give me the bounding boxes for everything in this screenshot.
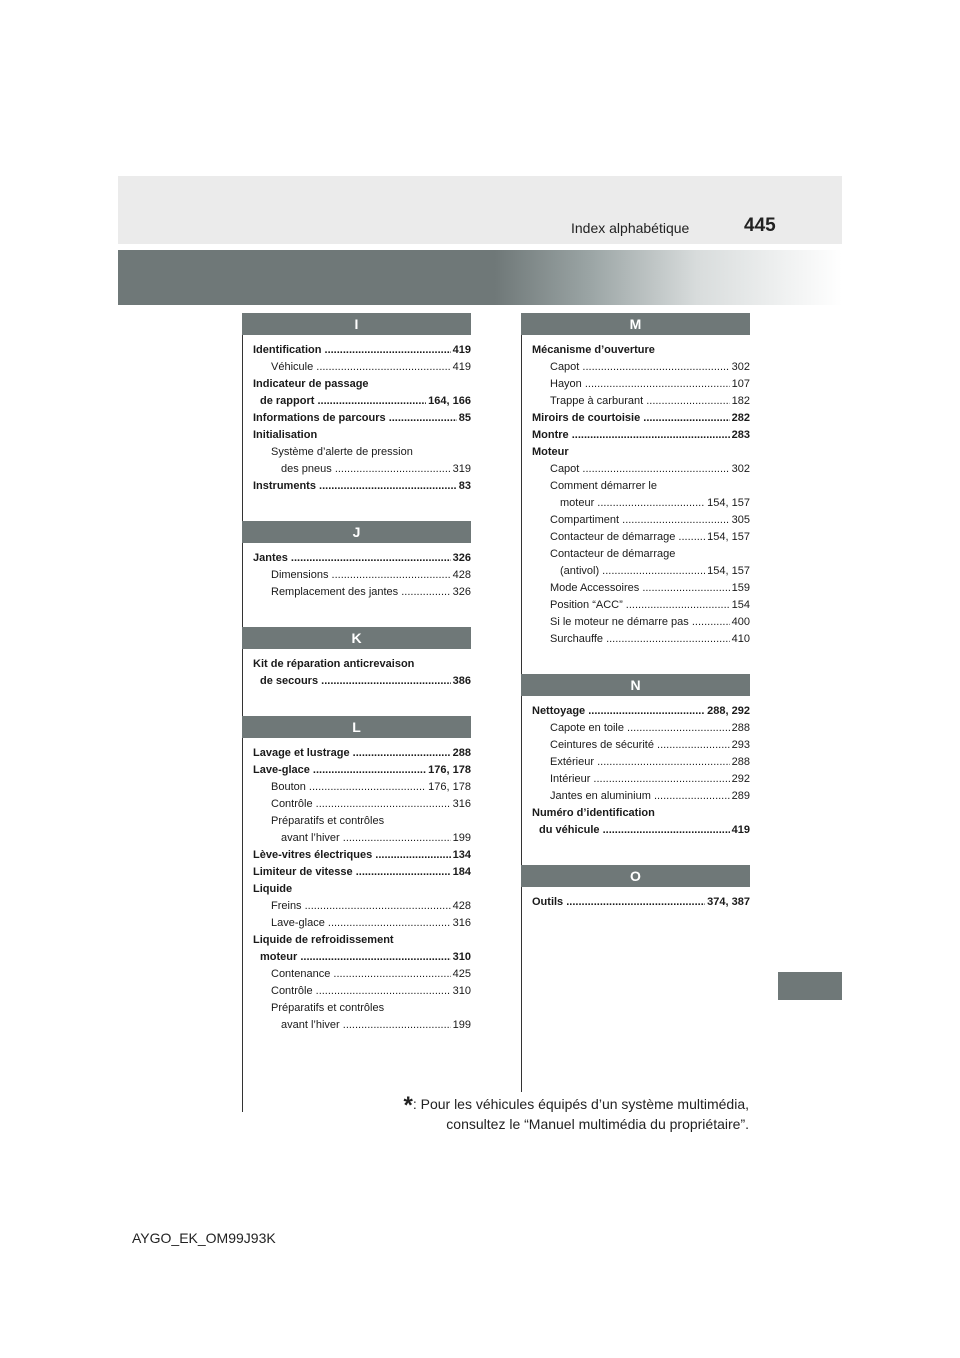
index-entry: Capot ..... 302 (532, 461, 750, 478)
index-label: Initialisation (253, 429, 318, 441)
index-entry: Intérieur ..... 292 (532, 771, 750, 788)
index-entry: des pneus ..... 319 (253, 461, 471, 478)
index-entry: Dimensions ..... 428 (253, 567, 471, 584)
index-entry: Jantes en aluminium ..... 289 (532, 788, 750, 805)
index-entry: Compartiment ..... 305 (532, 512, 750, 529)
letter-header-j: J (242, 521, 471, 543)
index-label: Préparatifs et contrôles (271, 815, 385, 827)
footnote (403, 1092, 749, 1133)
index-entry: Bouton ..... 176, 178 (253, 779, 471, 796)
index-entry: Freins ..... 428 (253, 898, 471, 915)
index-entry: de secours ..... 386 (253, 673, 471, 690)
index-label: Préparatifs et contrôles (271, 1002, 385, 1014)
index-entry: du véhicule ..... 419 (532, 822, 750, 839)
index-entry: Ceintures de sécurité ..... 293 (532, 737, 750, 754)
index-entry: Contrôle ..... 316 (253, 796, 471, 813)
index-entry: moteur ..... 310 (253, 949, 471, 966)
index-label: Moteur (532, 446, 569, 458)
index-label: Système d’alerte de pression (271, 446, 413, 458)
index-label: Kit de réparation anticrevaison (253, 658, 415, 670)
letter-header-m: M (521, 313, 750, 335)
index-label: Comment démarrer le (550, 480, 657, 492)
index-entry: Capote en toile ..... 288 (532, 720, 750, 737)
index-entry: Contacteur de démarrage ..... 154, 157 (532, 529, 750, 546)
footnote-line: consultez le “Manuel multimédia du propriétaire”. (446, 1116, 749, 1132)
index-label: Numéro d’identification (532, 807, 655, 819)
index-entry: avant l’hiver ..... 199 (253, 1017, 471, 1034)
index-label: Contacteur de démarrage (550, 548, 676, 560)
index-label: Liquide (253, 883, 293, 895)
index-column-left (253, 313, 471, 1034)
index-entry: Trappe à carburant ..... 182 (532, 393, 750, 410)
index-entry: (antivol) ..... 154, 157 (532, 563, 750, 580)
index-entry: Instruments ..... 83 (253, 478, 471, 495)
letter-header-i: I (242, 313, 471, 335)
chapter-tab (778, 972, 842, 1000)
footnote-line: : Pour les véhicules équipés d’un système multimédia, (412, 1096, 749, 1112)
index-entry: Outils ..... 374, 387 (532, 894, 750, 911)
footnote-asterisk: * (403, 1092, 413, 1119)
index-entry: moteur ..... 154, 157 (532, 495, 750, 512)
index-entry: Montre ..... 283 (532, 427, 750, 444)
index-entry: avant l’hiver ..... 199 (253, 830, 471, 847)
index-entry: Nettoyage ..... 288, 292 (532, 703, 750, 720)
letter-header-n: N (521, 674, 750, 696)
index-entry: Hayon ..... 107 (532, 376, 750, 393)
index-entry: de rapport ..... 164, 166 (253, 393, 471, 410)
index-entry: Lavage et lustrage ..... 288 (253, 745, 471, 762)
index-entry: Extérieur ..... 288 (532, 754, 750, 771)
index-label: Indicateur de passage (253, 378, 369, 390)
index-label: Mécanisme d’ouverture (532, 344, 655, 356)
index-entry: Remplacement des jantes ..... 326 (253, 584, 471, 601)
letter-header-k: K (242, 627, 471, 649)
page-title: Index alphabétique (571, 220, 690, 236)
index-label: Liquide de refroidissement (253, 934, 394, 946)
index-entry: Miroirs de courtoisie ..... 282 (532, 410, 750, 427)
index-entry: Contrôle ..... 310 (253, 983, 471, 1000)
letter-header-l: L (242, 716, 471, 738)
page-number: 445 (744, 215, 776, 236)
index-column-right (532, 313, 750, 911)
section-band (118, 250, 842, 305)
letter-header-o: O (521, 865, 750, 887)
index-entry: Mode Accessoires ..... 159 (532, 580, 750, 597)
index-entry: Surchauffe ..... 410 (532, 631, 750, 648)
index-entry: Lève-vitres électriques ..... 134 (253, 847, 471, 864)
index-entry: Position “ACC” ..... 154 (532, 597, 750, 614)
index-entry: Informations de parcours ..... 85 (253, 410, 471, 427)
index-entry: Contenance ..... 425 (253, 966, 471, 983)
index-entry: Lave-glace ..... 316 (253, 915, 471, 932)
index-entry: Jantes ..... 326 (253, 550, 471, 567)
index-entry: Capot ..... 302 (532, 359, 750, 376)
index-entry: Lave-glace ..... 176, 178 (253, 762, 471, 779)
header-band (118, 176, 842, 244)
index-entry: Identification ..... 419 (253, 342, 471, 359)
index-entry: Si le moteur ne démarre pas ..... 400 (532, 614, 750, 631)
index-entry: Véhicule ..... 419 (253, 359, 471, 376)
column-divider-right (521, 335, 522, 1092)
index-entry: Limiteur de vitesse ..... 184 (253, 864, 471, 881)
document-code: AYGO_EK_OM99J93K (132, 1230, 276, 1246)
